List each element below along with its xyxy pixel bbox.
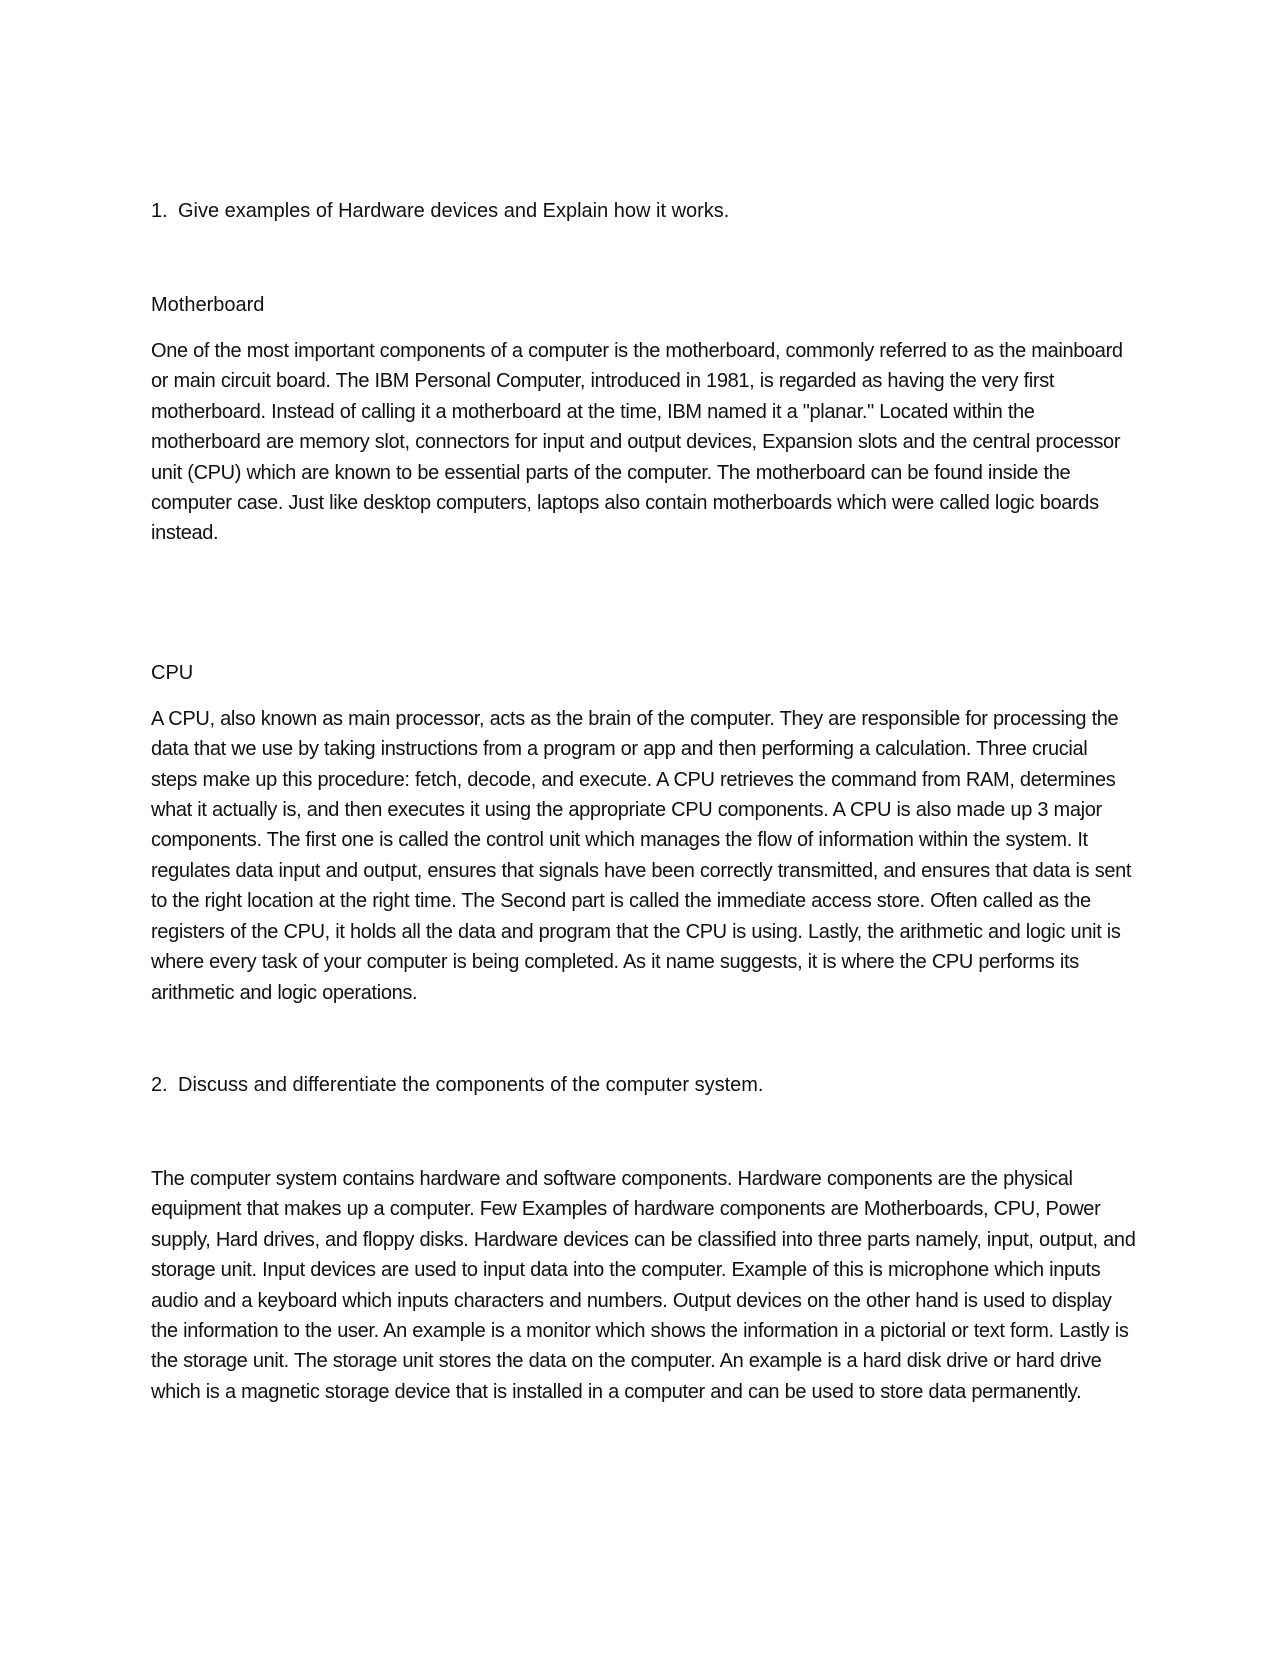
question-2-number: 2. [151,1073,168,1096]
question-2 [151,1070,1136,1100]
cpu-heading: CPU [151,661,194,684]
motherboard-paragraph: One of the most important components of a computer is the motherboard, commonly referred to as the mainboard or main circuit board. The IBM Personal Computer, introduced in 1981, is regarded as having the very first motherboard. Instead of calling it a motherboard at the time, IBM named it a "planar." Located within the motherboard are memory slot, connectors for input and output devices, Expansion slots and the central processor unit (CPU) which are known to be essential parts of the computer. The motherboard can be found inside the computer case. Just like desktop computers, laptops also contain motherboards which were called logic boards instead. [151,340,1123,545]
components-paragraph: The computer system contains hardware and software components. Hardware components are the physical equipment that makes up a computer. Few Examples of hardware components are Motherboards, CPU, Power supply, Hard drives, and floppy disks. Hardware devices can be classified into three parts namely, input, output, and storage unit. Input devices are used to input data into the computer. Example of this is microphone which inputs audio and a keyboard which inputs characters and numbers. Output devices on the other hand is used to display the information to the user. An example is a monitor which shows the information in a pictorial or text form. Lastly is the storage unit. The storage unit stores the data on the computer. An example is a hard disk drive or hard drive which is a magnetic storage device that is installed in a computer and can be used to store data permanently. [151,1167,1136,1403]
document-body [151,196,1136,1407]
question-1 [151,196,1136,226]
question-1-number: 1. [151,200,168,222]
motherboard-heading: Motherboard [151,294,265,316]
question-2-text: Discuss and differentiate the components of the computer system. [178,1073,764,1096]
question-1-text: Give examples of Hardware devices and Explain how it works. [178,200,730,222]
cpu-paragraph: A CPU, also known as main processor, acts as the brain of the computer. They are responsible for processing the data that we use by taking instructions from a program or app and then performing a calculation. Three crucial steps make up this procedure: fetch, decode, and execute. A CPU retrieves the command from RAM, determines what it actually is, and then executes it using the appropriate CPU components. A CPU is also made up 3 major components. The first one is called the control unit which manages the flow of information within the system. It regulates data input and output, ensures that signals have been correctly transmitted, and ensures that data is sent to the right location at the right time. The Second part is called the immediate access store. Often called as the registers of the CPU, it holds all the data and program that the CPU is using. Lastly, the arithmetic and logic unit is where every task of your computer is being completed. As it name suggests, it is where the CPU performs its arithmetic and logic operations. [151,707,1132,1004]
